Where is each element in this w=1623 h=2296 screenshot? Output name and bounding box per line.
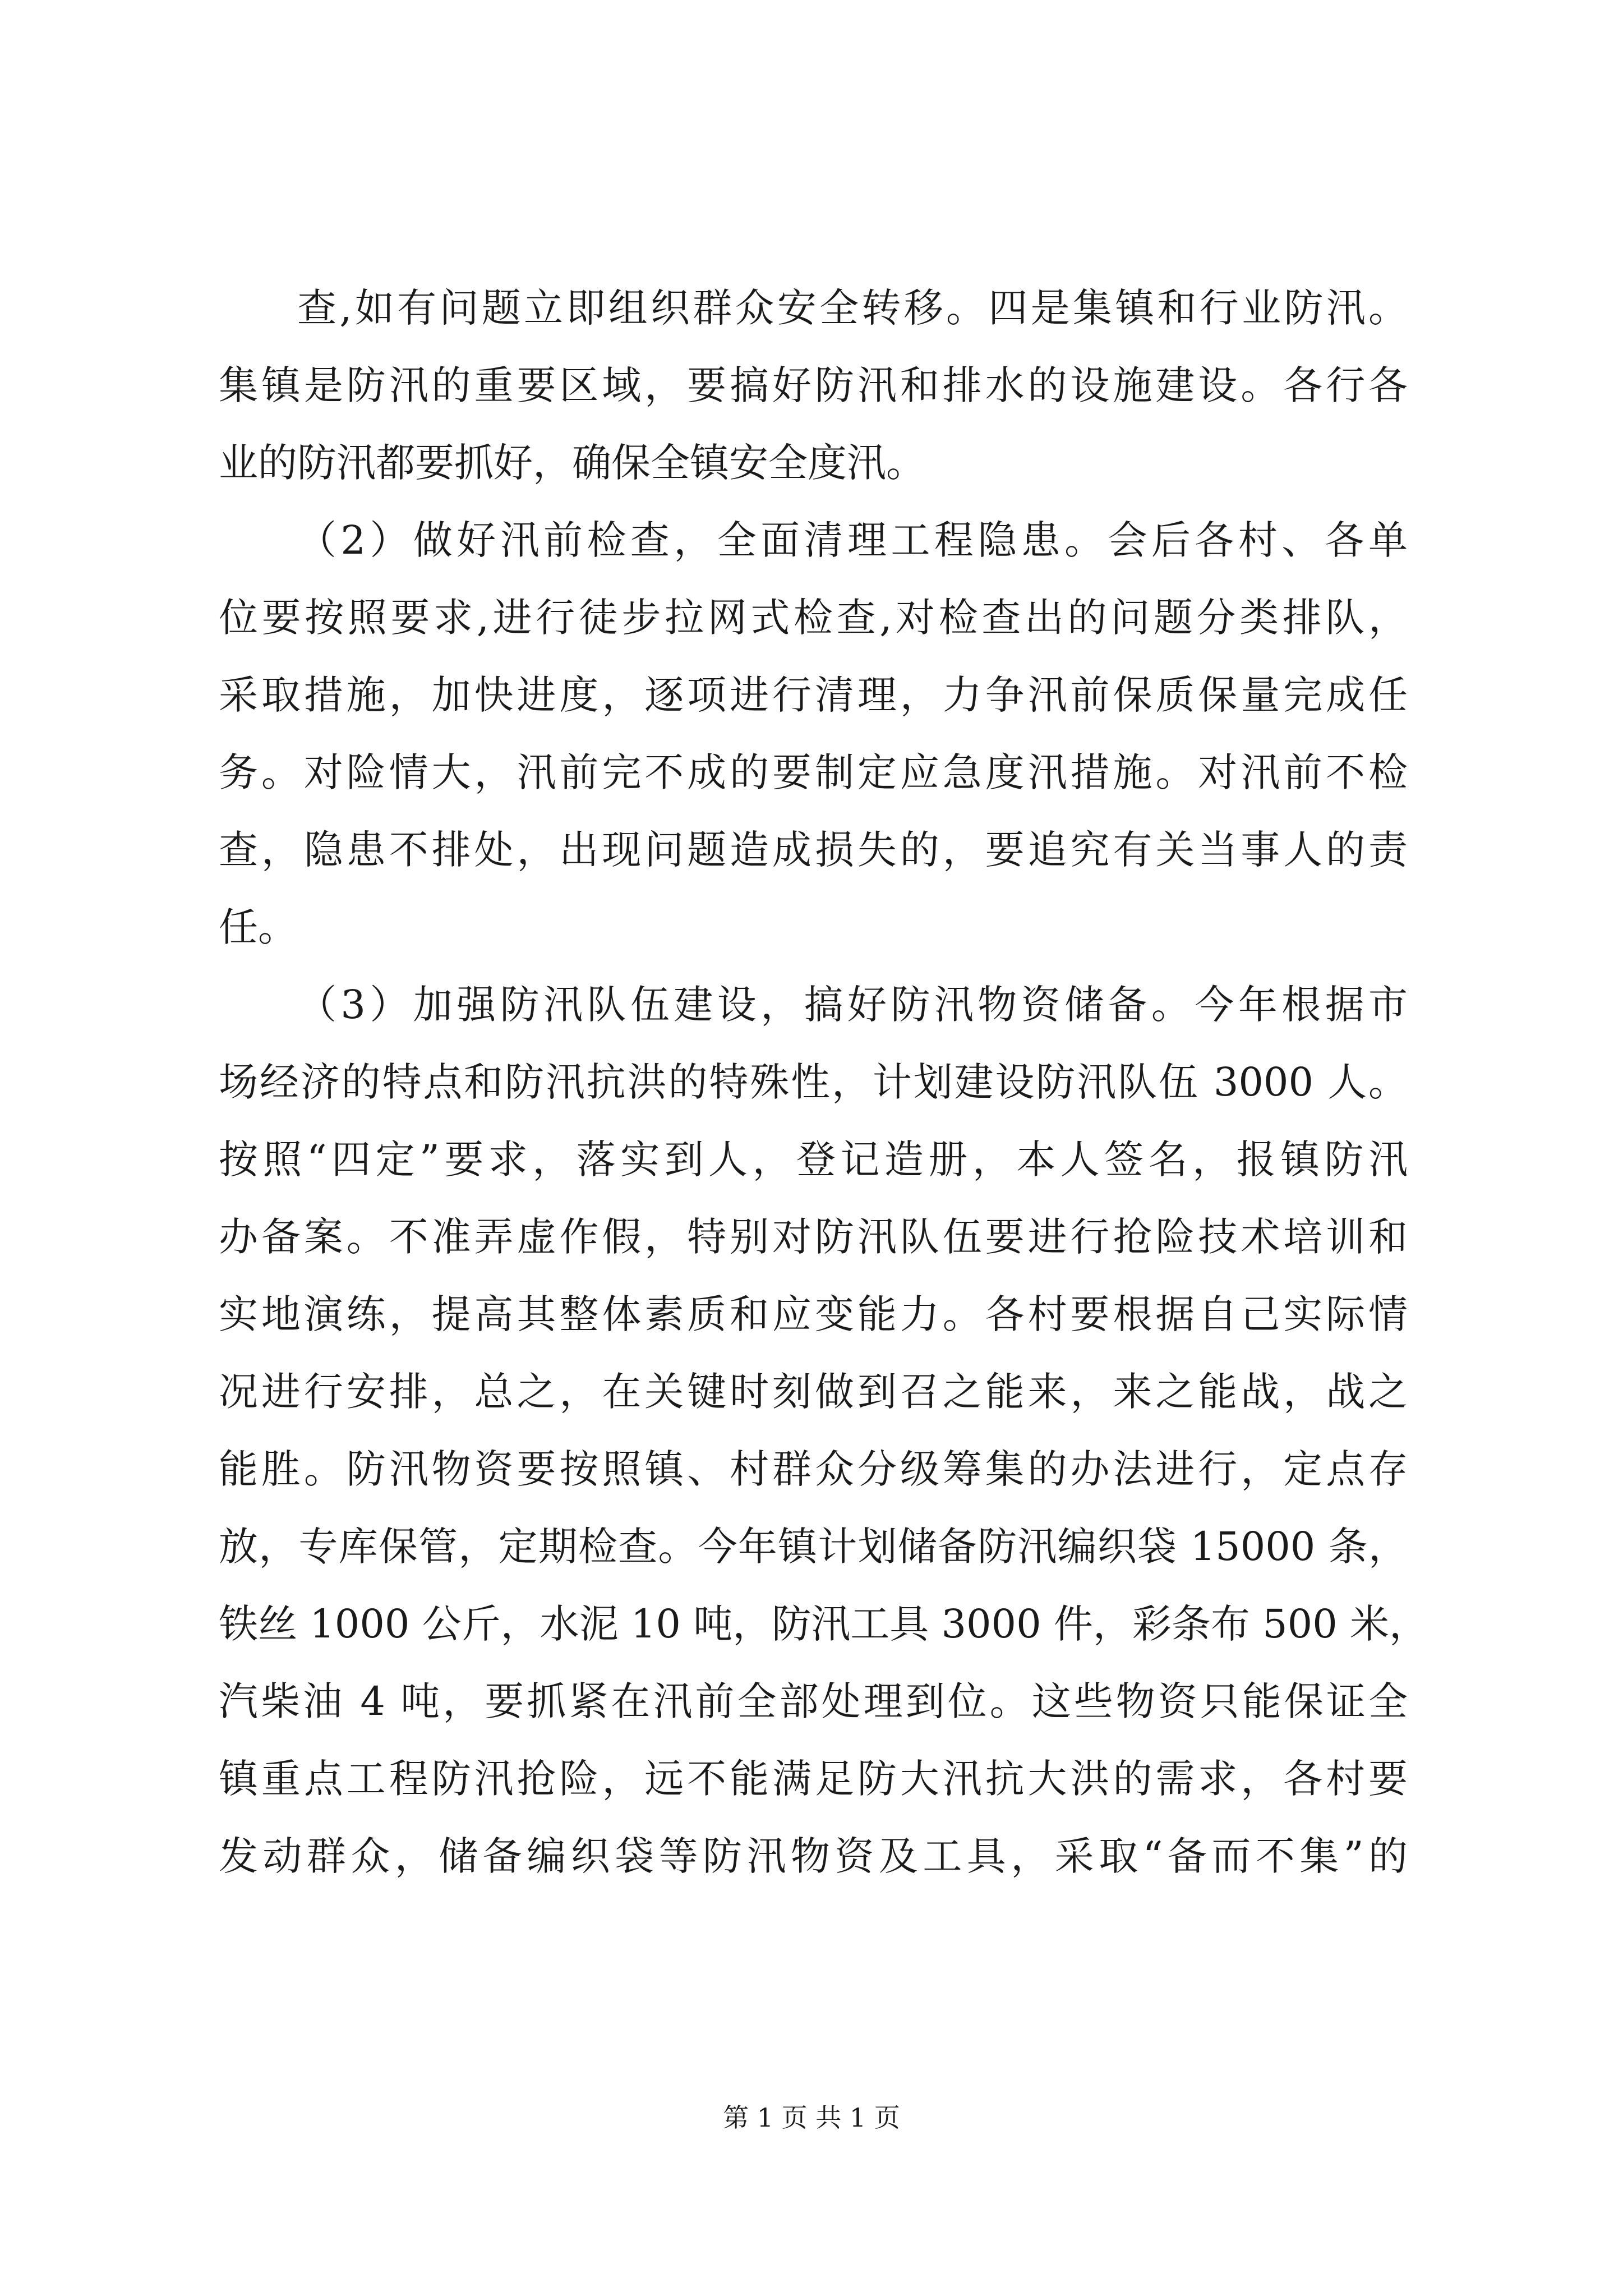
- text-line: 镇重点工程防汛抢险，远不能满足防大汛抗大洪的需求，各村要: [219, 1756, 1408, 1802]
- text-line: 采取措施，加快进度，逐项进行清理，力争汛前保质保量完成任: [219, 672, 1408, 718]
- text-line: 任。: [219, 904, 297, 950]
- text-line: 能胜。防汛物资要按照镇、村群众分级筹集的办法进行，定点存: [219, 1446, 1408, 1492]
- text-line: 放，专库保管，定期检查。今年镇计划储备防汛编织袋 15000 条，: [219, 1524, 1408, 1570]
- text-line: （3）加强防汛队伍建设，搞好防汛物资储备。今年根据市: [297, 982, 1408, 1028]
- text-line: 集镇是防汛的重要区域，要搞好防汛和排水的设施建设。各行各: [219, 362, 1408, 408]
- text-line: 查,如有问题立即组织群众安全转移。四是集镇和行业防汛。: [297, 285, 1408, 331]
- text-line: 务。对险情大，汛前完不成的要制定应急度汛措施。对汛前不检: [219, 749, 1408, 795]
- text-line: 发动群众，储备编织袋等防汛物资及工具，采取“备而不集”的: [219, 1833, 1408, 1879]
- text-line: 查，隐患不排处，出现问题造成损失的，要追究有关当事人的责: [219, 827, 1408, 873]
- page-number: 第 1 页 共 1 页: [723, 2102, 900, 2133]
- text-line: 业的防汛都要抓好，确保全镇安全度汛。: [219, 440, 925, 486]
- page-footer: [0, 2101, 1623, 2134]
- text-line: （2）做好汛前检查，全面清理工程隐患。会后各村、各单: [297, 517, 1408, 563]
- text-line: 办备案。不准弄虚作假，特别对防汛队伍要进行抢险技术培训和: [219, 1214, 1408, 1260]
- text-line: 实地演练，提高其整体素质和应变能力。各村要根据自己实际情: [219, 1291, 1408, 1337]
- text-line: 场经济的特点和防汛抗洪的特殊性，计划建设防汛队伍 3000 人。: [219, 1059, 1408, 1105]
- text-line: 汽柴油 4 吨，要抓紧在汛前全部处理到位。这些物资只能保证全: [219, 1678, 1408, 1724]
- text-line: 位要按照要求,进行徒步拉网式检查,对检查出的问题分类排队，: [219, 595, 1408, 641]
- document-body: [219, 269, 1428, 1895]
- text-line: 况进行安排，总之，在关键时刻做到召之能来，来之能战，战之: [219, 1369, 1408, 1415]
- text-line: 铁丝 1000 公斤，水泥 10 吨，防汛工具 3000 件，彩条布 500 米，: [219, 1601, 1428, 1647]
- text-line: 按照“四定”要求，落实到人，登记造册，本人签名，报镇防汛: [219, 1137, 1408, 1182]
